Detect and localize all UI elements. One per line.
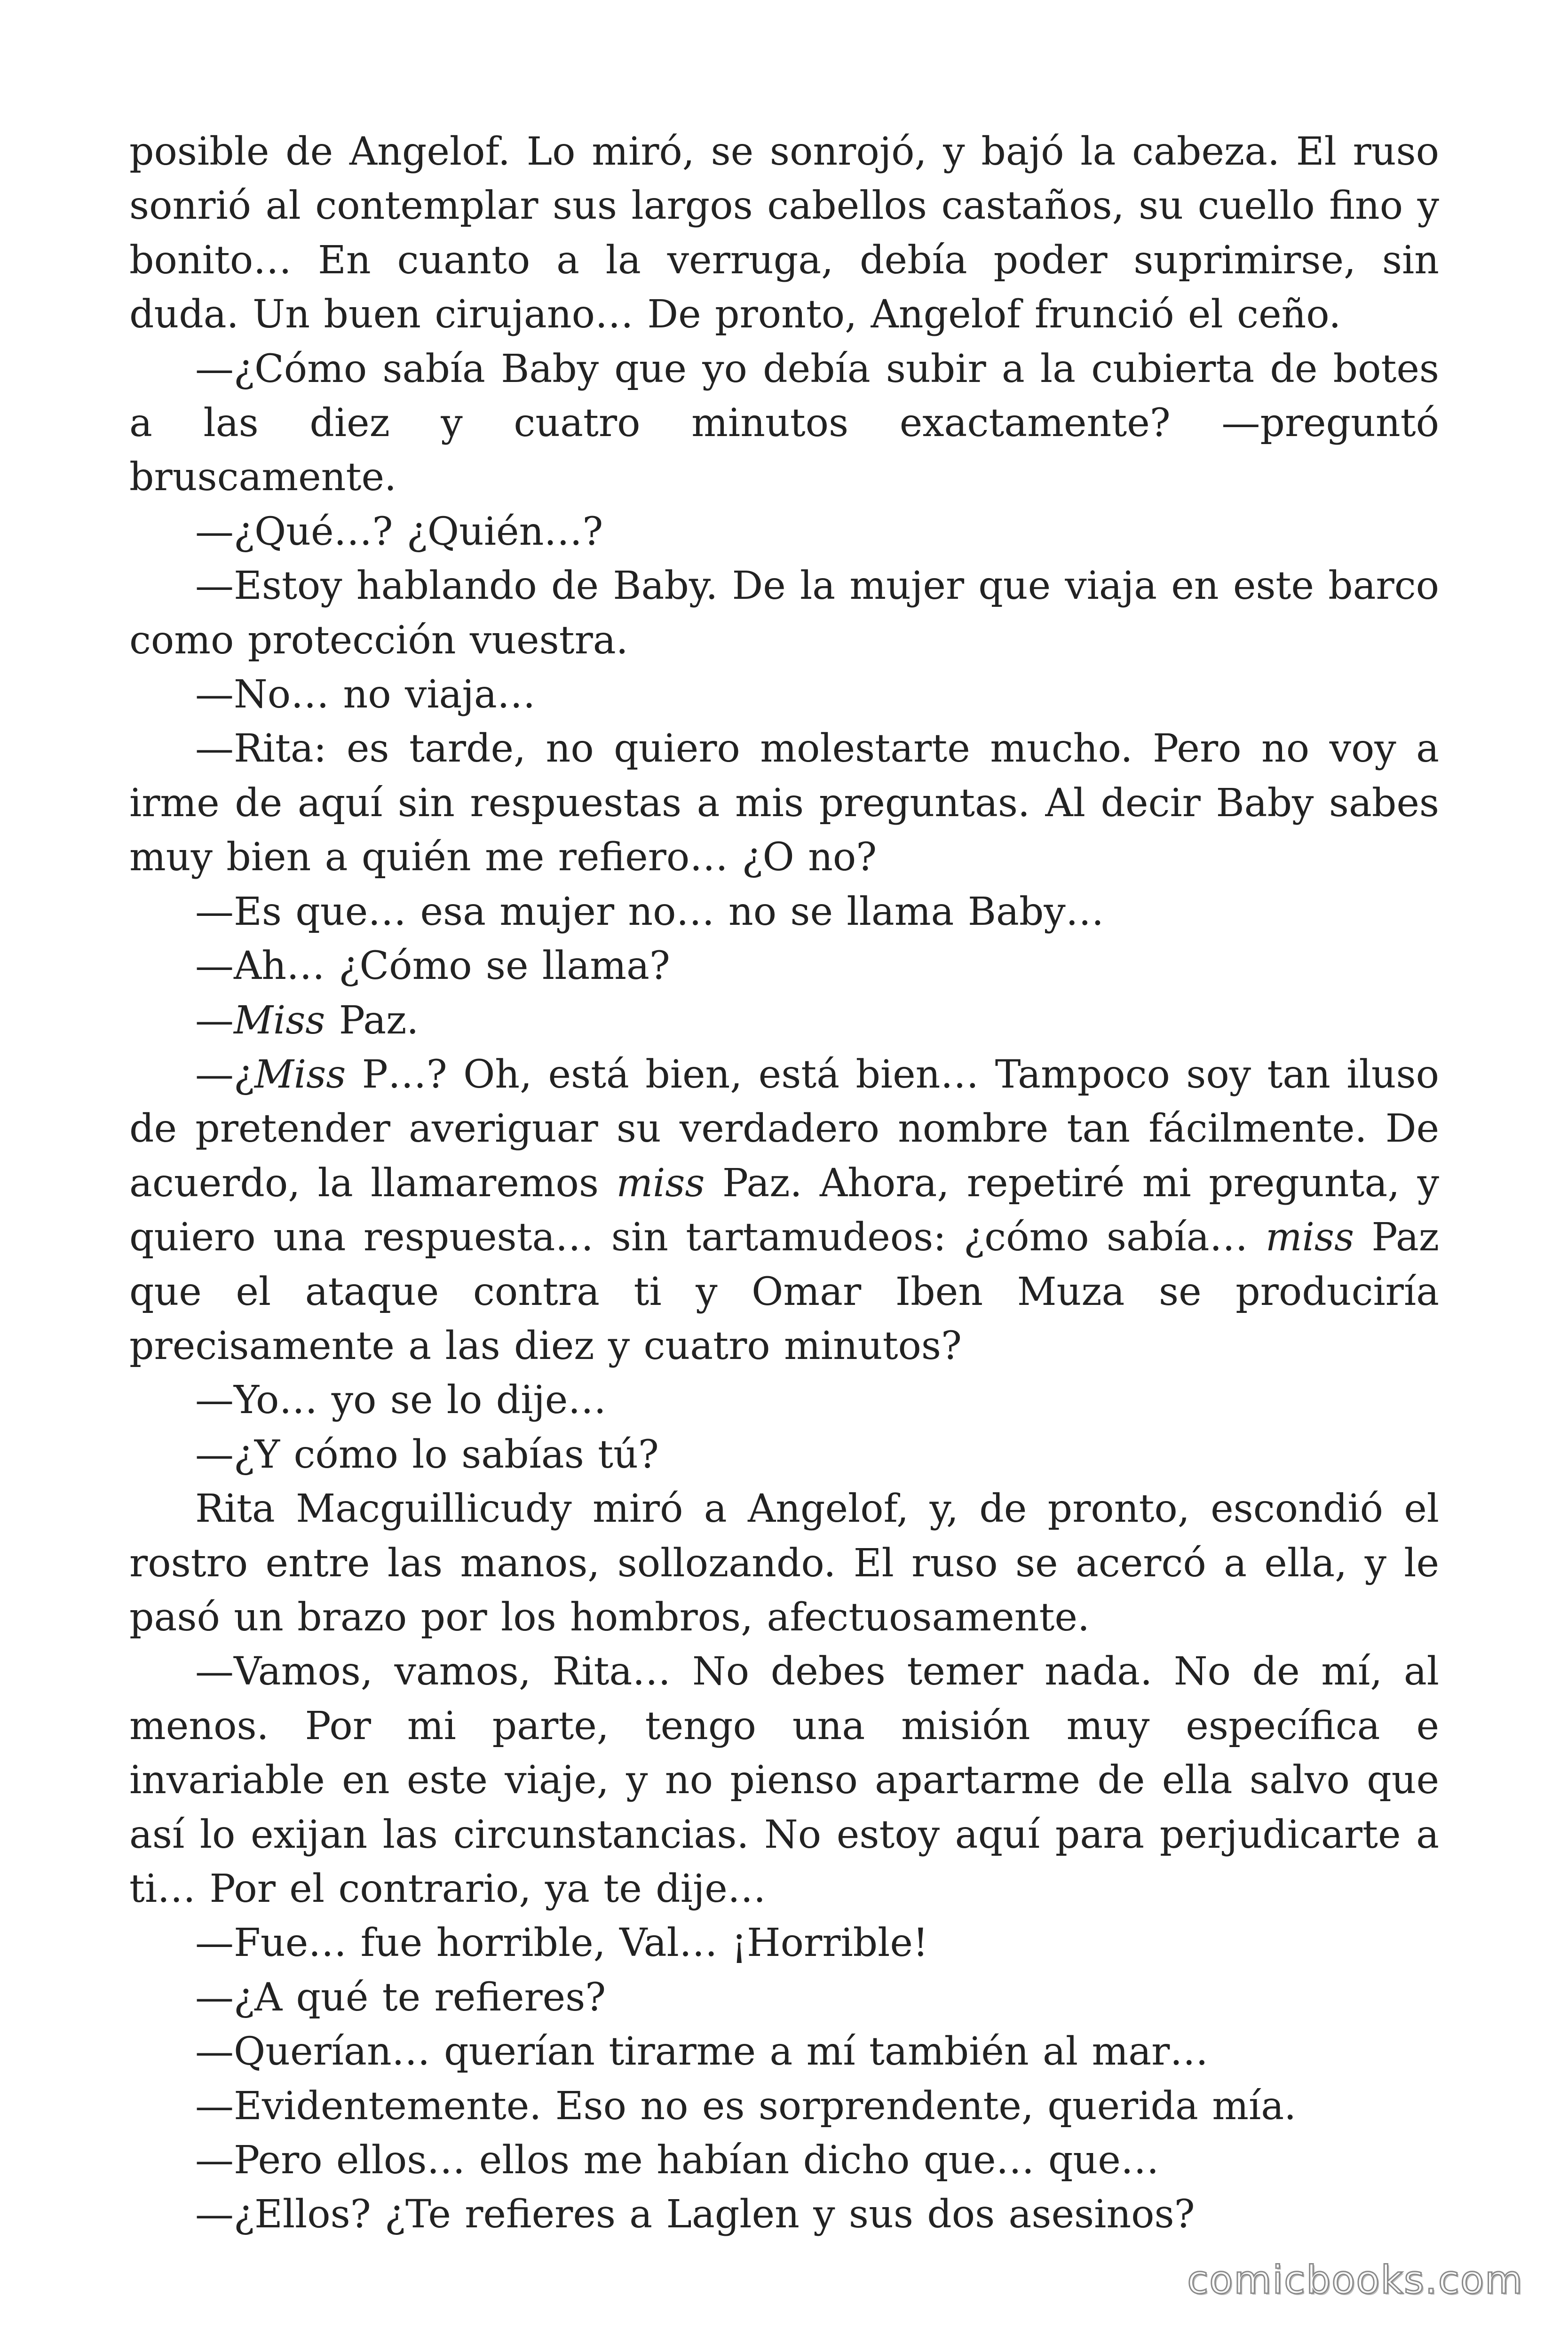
text-span: posible de Angelof. Lo miró, se sonrojó, y bajó la cabeza. El ruso sonrió al contemplar sus largos cabellos castaños, su cuello fino y bonito… En cuanto a la verruga, debía poder suprimirse, sin duda. Un buen cirujano… De pronto, Angelof frunció el ceño. bbox=[129, 129, 1439, 337]
italic-text: miss bbox=[616, 1160, 705, 1206]
text-span: —Querían… querían tirarme a mí también al mar… bbox=[195, 2029, 1209, 2074]
italic-text: miss bbox=[1265, 1215, 1354, 1260]
text-span: —Vamos, vamos, Rita… No debes temer nada. No de mí, al menos. Por mi parte, tengo una misión muy específica e invariable en este viaje, y no pienso apartarme de ella salvo que así lo exijan las circunstancias. No estoy aquí para perjudicarte a ti… Por el contrario, ya te dije… bbox=[129, 1649, 1439, 1911]
body-text bbox=[129, 125, 1439, 2242]
paragraph bbox=[129, 1916, 1439, 1970]
text-span: —Estoy hablando de Baby. De la mujer que viaja en este barco como protección vuestra. bbox=[129, 564, 1439, 663]
text-span: —¿ bbox=[195, 1052, 254, 1097]
paragraph bbox=[129, 559, 1439, 667]
paragraph bbox=[129, 1428, 1439, 1482]
text-span: Paz que el ataque contra ti y Omar Iben Muza se produciría precisamente a las diez y cuatro minutos? bbox=[129, 1215, 1439, 1368]
paragraph bbox=[129, 722, 1439, 884]
text-span: —¿Y cómo lo sabías tú? bbox=[195, 1432, 659, 1477]
paragraph bbox=[129, 342, 1439, 505]
text-span: —¿Cómo sabía Baby que yo debía subir a la cubierta de botes a las diez y cuatro minutos exactamente? —preguntó bruscamente. bbox=[129, 346, 1439, 500]
italic-text: Miss bbox=[234, 998, 325, 1043]
text-span: — bbox=[195, 998, 234, 1043]
paragraph bbox=[129, 2079, 1439, 2133]
paragraph bbox=[129, 939, 1439, 993]
text-span: —¿A qué te refieres? bbox=[195, 1975, 606, 2020]
text-span: —Es que… esa mujer no… no se llama Baby… bbox=[195, 889, 1104, 934]
italic-text: Miss bbox=[254, 1052, 346, 1097]
text-span: —Evidentemente. Eso no es sorprendente, querida mía. bbox=[195, 2083, 1297, 2129]
text-span: Rita Macguillicudy miró a Angelof, y, de pronto, escondió el rostro entre las manos, sollozando. El ruso se acercó a ella, y le pasó un brazo por los hombros, afectuosamente. bbox=[129, 1486, 1439, 1640]
text-span: —Ah… ¿Cómo se llama? bbox=[195, 944, 670, 989]
watermark: comicbooks.com bbox=[1187, 2258, 1523, 2303]
paragraph bbox=[129, 2133, 1439, 2187]
text-span: Paz. Ahora, repetiré mi pregunta, y quiero una respuesta… sin tartamudeos: ¿cómo sabía… bbox=[129, 1160, 1439, 1260]
text-span: —Fue… fue horrible, Val… ¡Horrible! bbox=[195, 1921, 928, 1966]
paragraph bbox=[129, 1373, 1439, 1427]
paragraph bbox=[129, 505, 1439, 559]
text-span: —No… no viaja… bbox=[195, 672, 536, 717]
text-span: —Rita: es tarde, no quiero molestarte mucho. Pero no voy a irme de aquí sin respuestas a mis preguntas. Al decir Baby sabes muy bien a quién me refiero… ¿O no? bbox=[129, 726, 1439, 880]
paragraph bbox=[129, 885, 1439, 939]
paragraph bbox=[129, 2025, 1439, 2079]
text-span: —Pero ellos… ellos me habían dicho que… que… bbox=[195, 2138, 1159, 2183]
text-span: —¿Qué…? ¿Quién…? bbox=[195, 509, 603, 554]
paragraph bbox=[129, 667, 1439, 722]
paragraph bbox=[129, 1482, 1439, 1645]
text-span: —¿Ellos? ¿Te refieres a Laglen y sus dos asesinos? bbox=[195, 2192, 1195, 2237]
paragraph bbox=[129, 1971, 1439, 2025]
text-span: P…? Oh, está bien, está bien… Tampoco soy tan iluso de pretender averiguar su verdadero nombre tan fácilmente. De acuerdo, la llamaremos bbox=[129, 1052, 1439, 1206]
paragraph bbox=[129, 2187, 1439, 2241]
paragraph bbox=[129, 1048, 1439, 1373]
text-span: —Yo… yo se lo dije… bbox=[195, 1378, 607, 1423]
paragraph bbox=[129, 1645, 1439, 1916]
paragraph bbox=[129, 125, 1439, 342]
text-span: Paz. bbox=[325, 998, 419, 1043]
paragraph bbox=[129, 993, 1439, 1048]
